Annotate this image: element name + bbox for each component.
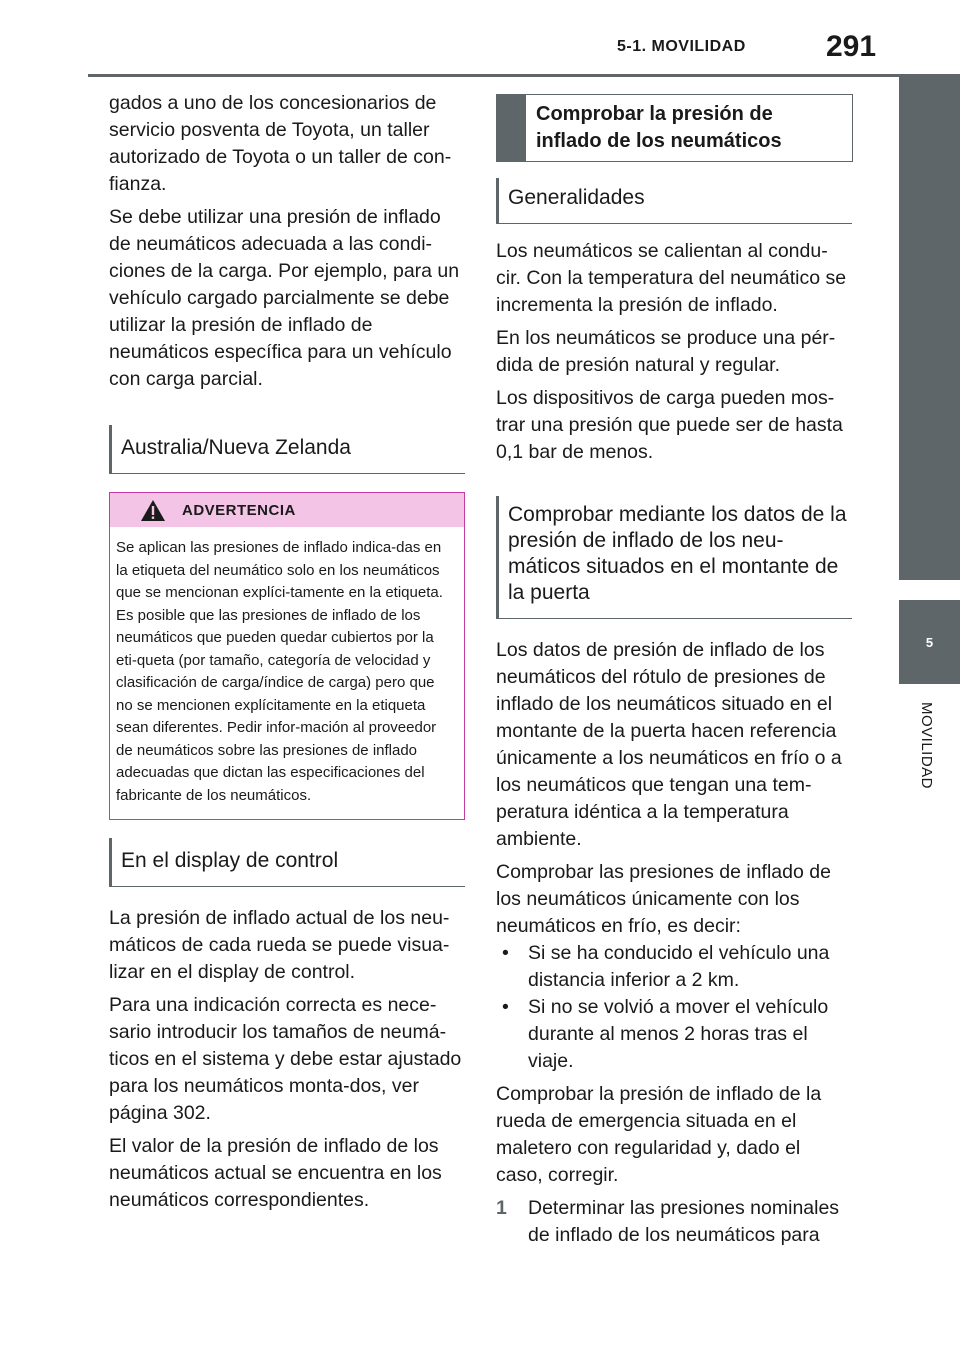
warning-title: ADVERTENCIA bbox=[182, 501, 296, 519]
subheading-australia: Australia/Nueva Zelanda bbox=[109, 425, 465, 474]
right-column bbox=[496, 186, 852, 1249]
step-text: Determinar las presiones nominales de inflado de los neumáticos para bbox=[528, 1197, 840, 1246]
paragraph: Los dispositivos de carga pueden mos-trar una presión que puede ser de hasta 0,1 bar de menos. bbox=[496, 387, 843, 463]
list-item-text: Si no se volvió a mover el vehículo durante al menos 2 horas tras el viaje. bbox=[528, 996, 829, 1072]
paragraph: Comprobar las presiones de inflado de los neumáticos únicamente con los neumáticos en frío, es decir: bbox=[496, 861, 831, 937]
page-number: 291 bbox=[826, 30, 877, 63]
paragraph: La presión de inflado actual de los neu-máticos de cada rueda se puede visua-lizar en el display de control. bbox=[109, 907, 450, 983]
subheading-door: Comprobar mediante los datos de la presión de inflado de los neu-máticos situados en el montante de la puerta bbox=[496, 496, 852, 619]
paragraph: En los neumáticos se produce una pér-dida de presión natural y regular. bbox=[496, 327, 836, 376]
main-heading-box bbox=[496, 94, 853, 162]
paragraph: Los neumáticos se calientan al condu-cir. Con la temperatura del neumático se incrementa la presión de inflado. bbox=[496, 240, 847, 316]
chapter-tab[interactable]: 5 bbox=[899, 600, 960, 684]
step-item bbox=[496, 1195, 852, 1249]
section-title: 5-1. MOVILIDAD bbox=[617, 38, 746, 55]
list-item: • Si no se volvió a mover el vehículo durante al menos 2 horas tras el viaje. bbox=[496, 994, 852, 1075]
subheading-general: Generalidades bbox=[496, 178, 852, 224]
step-number: 1 bbox=[496, 1197, 507, 1219]
chapter-label: MOVILIDAD bbox=[918, 702, 935, 790]
paragraph: El valor de la presión de inflado de los neumáticos actual se encuentra en los neumáticos correspondientes. bbox=[109, 1135, 442, 1211]
paragraph: Se debe utilizar una presión de inflado de neumáticos adecuada a las condi-ciones de la carga. Por ejemplo, para un vehículo cargado parcialmente se debe utilizar la presión de inflado de neumáticos específica para un vehículo con carga parcial. bbox=[109, 206, 460, 390]
list-item: • Si se ha conducido el vehículo una distancia inferior a 2 km. bbox=[496, 940, 852, 994]
paragraph: gados a uno de los concesionarios de servicio posventa de Toyota, un taller autorizado de Toyota o un taller de con-fianza. bbox=[109, 92, 452, 195]
subheading-display: En el display de control bbox=[109, 838, 465, 887]
main-heading: Comprobar la presión de inflado de los neumáticos bbox=[536, 103, 782, 152]
warning-triangle-icon bbox=[140, 499, 166, 522]
warning-text: Se aplican las presiones de inflado indica-das en la etiqueta del neumático solo en los neumáticos que se mencionan explíci-tamente en la etiqueta. Es posible que las presiones de inflado de los neumáticos que pueden quedar cubiertos por la eti-queta (por tamaño, categoría de velocidad y clasificación de carga/índice de carga) pero que no se mencionen explícitamente en la etiqueta sean diferentes. Pedir infor-mación al proveedor de neumáticos sobre las presiones de inflado adecuadas que dictan las especificaciones del fabricante de los neumáticos. bbox=[116, 539, 443, 804]
warning-box bbox=[109, 492, 465, 820]
heading-accent-bar bbox=[497, 95, 526, 161]
list-item-text: Si se ha conducido el vehículo una distancia inferior a 2 km. bbox=[528, 942, 830, 991]
side-bar-decoration bbox=[899, 74, 960, 580]
paragraph: Comprobar la presión de inflado de la rueda de emergencia situada en el maletero con regularidad y, dado el caso, corregir. bbox=[496, 1083, 822, 1186]
paragraph: Los datos de presión de inflado de los neumáticos del rótulo de presiones de inflado de los neumáticos situado en el montante de la puerta hacen referencia únicamente a los neumáticos en frío o a los neumáticos que tengan una tem-peratura idéntica a la temperatura ambiente. bbox=[496, 639, 842, 850]
left-column bbox=[109, 90, 465, 1220]
paragraph: Para una indicación correcta es nece-sario introducir los tamaños de neumá-ticos en el sistema y debe estar ajustado para los neumáticos monta-dos, ver página 302. bbox=[109, 994, 462, 1124]
header-divider bbox=[88, 74, 960, 77]
warning-header bbox=[110, 493, 464, 527]
